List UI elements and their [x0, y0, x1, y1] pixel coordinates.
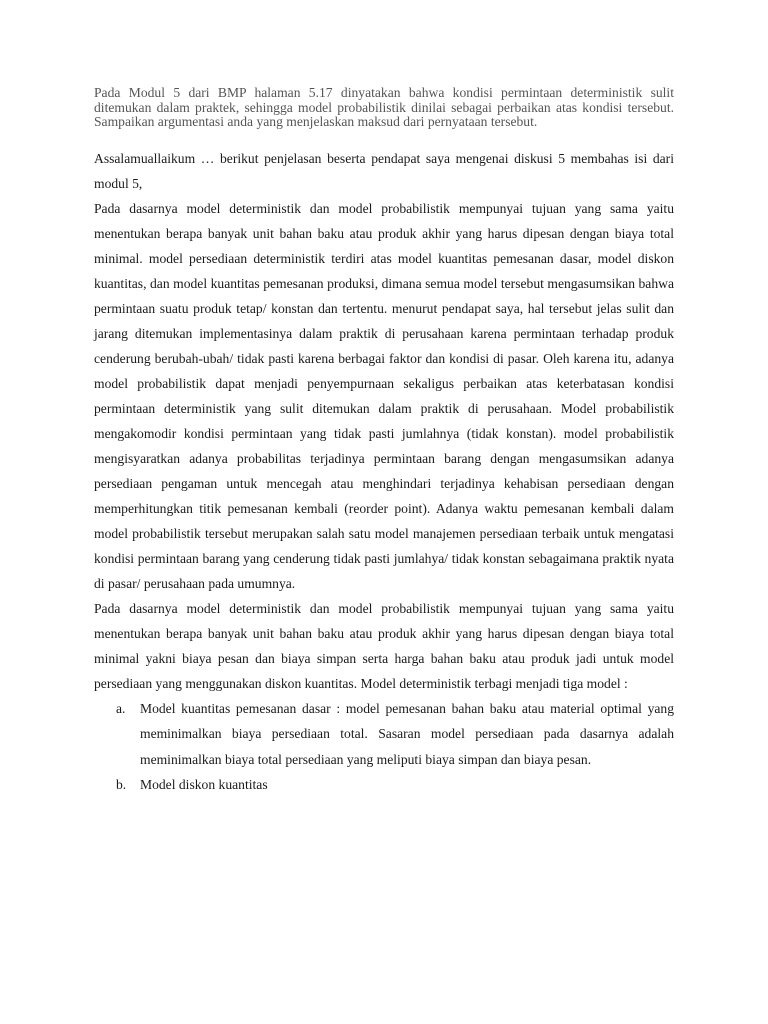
list-item-text: Model kuantitas pemesanan dasar : model pemesanan bahan baku atau material optimal yang meminimalkan biaya persediaan total. Sasaran model persediaan pada dasarnya adalah meminimalkan biaya total persediaan yang meliputi biaya simpan dan biaya pesan.: [140, 700, 674, 767]
list-marker: a.: [116, 700, 126, 716]
paragraph-deterministic-models: Pada dasarnya model deterministik dan model probabilistik mempunyai tujuan yang sama yaitu menentukan berapa banyak unit bahan baku atau produk akhir yang harus dipesan dengan biaya total minimal yakni biaya pesan dan biaya simpan serta harga bahan baku atau produk jadi untuk model persediaan yang menggunakan diskon kuantitas. Model deterministik terbagi menjadi tiga model :: [94, 600, 674, 691]
model-list: [94, 696, 674, 798]
document-page: [94, 86, 674, 798]
paragraph-argument: Pada dasarnya model deterministik dan model probabilistik mempunyai tujuan yang sama yaitu menentukan berapa banyak unit bahan baku atau produk akhir yang harus dipesan dengan biaya total minimal. model persediaan deterministik terdiri atas model kuantitas pemesanan dasar, model diskon kuantitas, dan model kuantitas pemesanan produksi, dimana semua model tersebut mengasumsikan bahwa permintaan suatu produk tetap/ konstan dan tertentu. menurut pendapat saya, hal tersebut jelas sulit dan jarang ditemukan implementasinya dalam praktik di perusahaan karena permintaan terhadap produk cenderung berubah-ubah/ tidak pasti karena berbagai faktor dan kondisi di pasar. Oleh karena itu, adanya model probabilistik dapat menjadi penyempurnaan sekaligus perbaikan atas keterbatasan kondisi permintaan deterministik yang sulit ditemukan dalam praktik di perusahaan. Model probabilistik mengakomodir kondisi permintaan yang tidak pasti jumlahnya (tidak konstan). model probabilistik mengisyaratkan adanya probabilitas terjadinya permintaan barang dengan mengasumsikan adanya persediaan pengaman untuk mencegah atau menghindari terjadinya kehabisan persediaan dengan memperhitungkan titik pemesanan kembali (reorder point). Adanya waktu pemesanan kembali dalam model probabilistik tersebut merupakan salah satu model manajemen persediaan terbaik untuk mengatasi kondisi permintaan barang yang cenderung tidak pasti jumlahya/ tidak konstan sebagaimana praktik nyata di pasar/ perusahaan pada umumnya.: [94, 200, 674, 591]
list-item: [94, 696, 674, 773]
discussion-prompt: Pada Modul 5 dari BMP halaman 5.17 dinyatakan bahwa kondisi permintaan deterministik sulit ditemukan dalam praktek, sehingga model probabilistik dinilai sebagai perbaikan atas kondisi tersebut. Sampaikan argumentasi anda yang menjelaskan maksud dari pernyataan tersebut.: [94, 85, 674, 129]
list-item: [94, 772, 674, 798]
list-item-text: Model diskon kuantitas: [140, 777, 268, 792]
list-marker: b.: [116, 777, 127, 792]
paragraph-greeting: Assalamuallaikum … berikut penjelasan beserta pendapat saya mengenai diskusi 5 membahas isi dari modul 5,: [94, 150, 674, 191]
